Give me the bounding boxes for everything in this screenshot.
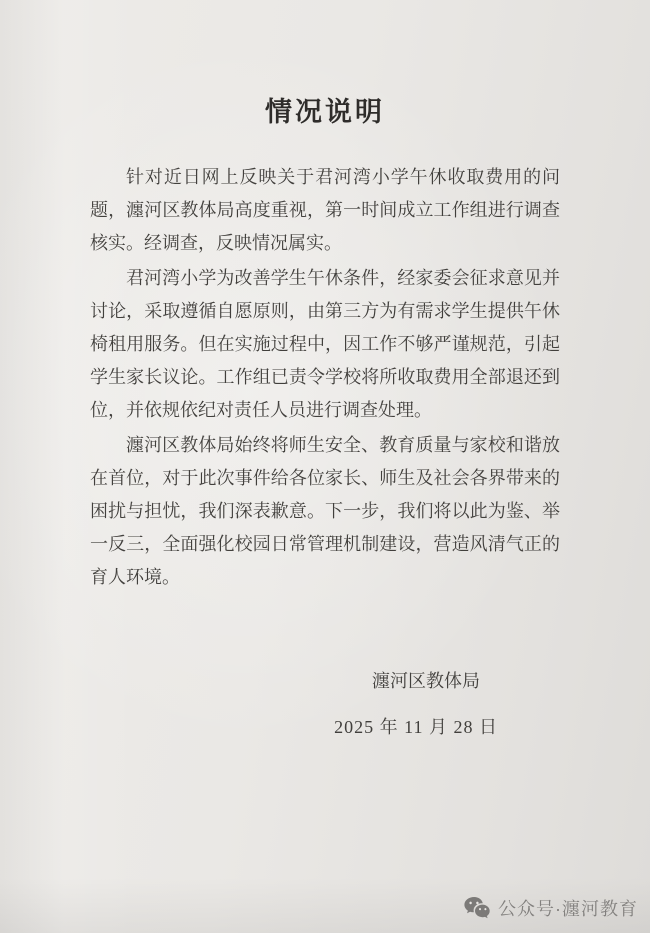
signature-org: 瀍河区教体局 [372, 671, 480, 691]
paragraph-2: 君河湾小学为改善学生午休条件，经家委会征求意见并讨论，采取遵循自愿原则，由第三方为有需求学生提供午休椅租用服务。但在实施过程中，因工作不够严谨规范，引起学生家长议论。工作组已责令学校将所收取费用全部退还到位，并依规依纪对责任人员进行调查处理。 [90, 268, 560, 420]
paragraph-1: 针对近日网上反映关于君河湾小学午休收取费用的问题，瀍河区教体局高度重视，第一时间成立工作组进行调查核实。经调查，反映情况属实。 [90, 167, 560, 253]
paragraph-3: 瀍河区教体局始终将师生安全、教育质量与家校和谐放在首位，对于此次事件给各位家长、师生及社会各界带来的困扰与担忧，我们深表歉意。下一步，我们将以此为鉴、举一反三，全面强化校园日常管理机制建设，营造风清气正的育人环境。 [90, 435, 560, 587]
watermark [463, 895, 638, 921]
signature-block [0, 666, 650, 742]
document-title: 情况说明 [265, 97, 385, 127]
document-body [90, 161, 560, 596]
watermark-label: 公众号·瀍河教育 [498, 899, 638, 919]
wechat-icon [463, 896, 491, 920]
signature-date: 2025 年 11 月 28 日 [334, 717, 498, 737]
